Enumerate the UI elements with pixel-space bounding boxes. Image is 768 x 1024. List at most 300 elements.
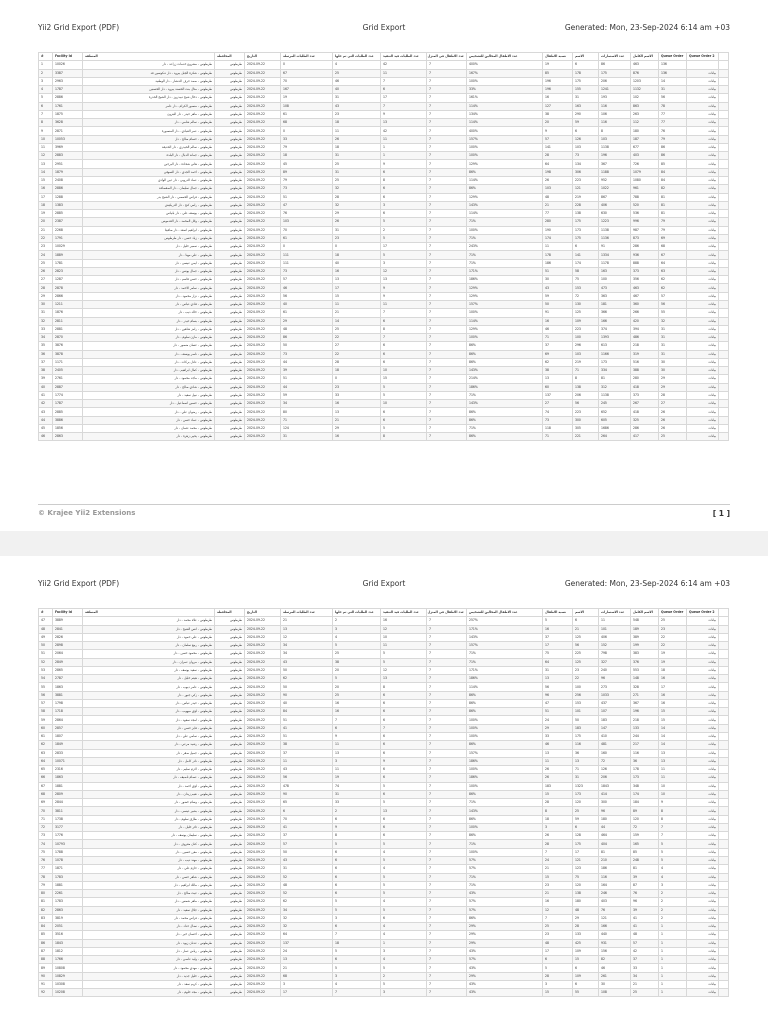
table-cell: 57 [281, 840, 333, 848]
table-cell: 6 [573, 127, 599, 135]
table-cell: 48 [39, 625, 53, 633]
table-cell: 25 [659, 617, 687, 625]
table-cell: 58 [39, 708, 53, 716]
table-cell: 180 [599, 815, 631, 823]
table-cell: 2024-09-22 [245, 317, 281, 325]
table-cell: 16 [333, 400, 381, 408]
table-row [39, 815, 729, 823]
table-cell: 5 [381, 650, 427, 658]
table-cell: 59 [281, 391, 333, 399]
table-cell: طرطوس [215, 243, 245, 251]
table-cell: 2024-09-22 [245, 865, 281, 873]
table-cell: طرطوس - محمود حسن - دار [83, 650, 215, 658]
table-cell: طرطوس - فراس محمد - دار [83, 914, 215, 922]
table-cell: 2024-09-22 [245, 947, 281, 955]
table-cell [719, 658, 729, 666]
table-cell: بيانات [687, 873, 719, 881]
table-row [39, 708, 729, 716]
table-cell: 36 [573, 749, 599, 757]
table-cell: طرطوس - ثائر خليل - دار [83, 823, 215, 831]
table-cell: 1 [659, 947, 687, 955]
table-row [39, 218, 729, 226]
table-cell: 80 [281, 408, 333, 416]
table-cell: 264 [599, 433, 631, 441]
table-cell: 108 [599, 989, 631, 997]
column-header: عدد الطلبات المرسلة [281, 53, 333, 61]
table-cell: 26 [543, 176, 573, 184]
table-cell: 6 [333, 724, 381, 732]
table-cell [719, 210, 729, 218]
table-cell: 18 [333, 939, 381, 947]
table-cell: 138 [573, 210, 599, 218]
table-cell: 114% [467, 102, 543, 110]
table-cell: بيانات [687, 964, 719, 972]
table-cell: 2024-09-22 [245, 956, 281, 964]
table-cell: 6 [381, 185, 427, 193]
table-cell [719, 699, 729, 707]
table-cell: طرطوس [215, 375, 245, 383]
table-row [39, 617, 729, 625]
table-cell: 62 [281, 675, 333, 683]
table-cell: 13 [281, 625, 333, 633]
table-cell: طرطوس [215, 848, 245, 856]
table-cell: 2024-09-22 [245, 408, 281, 416]
table-cell: طرطوس [215, 964, 245, 972]
table-cell: 100% [467, 724, 543, 732]
table-cell: 6 [381, 832, 427, 840]
table-cell: 46 [599, 964, 631, 972]
table-row [39, 906, 729, 914]
table-cell: طرطوس - طارق سلوم - دار [83, 815, 215, 823]
table-cell: 26 [333, 135, 381, 143]
table-cell [719, 865, 729, 873]
table-cell: 27 [543, 400, 573, 408]
table-cell: بيانات [687, 790, 719, 798]
table-cell: 62 [543, 358, 573, 366]
table-cell: 7 [427, 807, 467, 815]
table-cell: بيانات [687, 234, 719, 242]
table-cell: 420 [631, 317, 659, 325]
table-cell [719, 284, 729, 292]
table-cell: 2024-09-22 [245, 708, 281, 716]
table-cell: 7 [427, 127, 467, 135]
table-cell: 7 [427, 152, 467, 160]
column-header: # [39, 53, 53, 61]
table-cell: 11 [659, 774, 687, 782]
table-cell: 143% [467, 201, 543, 209]
table-cell: 1738 [53, 815, 83, 823]
table-cell: طرطوس - رشيد مرعي - دار [83, 741, 215, 749]
table-cell: 39 [281, 367, 333, 375]
table-cell: 13 [381, 119, 427, 127]
table-cell: 61 [281, 309, 333, 317]
page-number: [ 1 ] [712, 509, 730, 518]
table-row [39, 292, 729, 300]
table-cell: طرطوس - هيثم خليل - دار [83, 675, 215, 683]
table-cell: 171% [467, 267, 543, 275]
table-cell: 2408 [53, 176, 83, 184]
table-cell: طرطوس - ماجد محمود - دار [83, 375, 215, 383]
table-cell: 2024-09-22 [245, 176, 281, 184]
table-cell: 17 [659, 683, 687, 691]
table-cell: طرطوس [215, 292, 245, 300]
table-cell: 78 [659, 102, 687, 110]
table-cell: 16 [543, 94, 573, 102]
table-cell [719, 848, 729, 856]
table-cell: 256 [573, 691, 599, 699]
table-cell: بيانات [687, 666, 719, 674]
table-cell: 23 [333, 383, 381, 391]
table-cell: 280 [543, 218, 573, 226]
table-cell: 2024-09-22 [245, 799, 281, 807]
table-cell: بيانات [687, 226, 719, 234]
table-cell: 6 [381, 774, 427, 782]
table-cell: بيانات [687, 143, 719, 151]
table-cell: 11 [381, 69, 427, 77]
table-cell: 1881 [53, 782, 83, 790]
table-cell: طرطوس - عماد حسن - دار [83, 416, 215, 424]
table-cell: 7 [427, 749, 467, 757]
table-cell: 64 [281, 931, 333, 939]
table-cell: 6 [333, 815, 381, 823]
table-cell: طرطوس [215, 176, 245, 184]
table-cell: 1 [39, 61, 53, 69]
table-cell: 463 [631, 284, 659, 292]
table-cell: طرطوس [215, 865, 245, 873]
table-cell: 2024-09-22 [245, 782, 281, 790]
table-cell: بيانات [687, 724, 719, 732]
table-cell: 223 [573, 176, 599, 184]
table-cell: 2261 [53, 890, 83, 898]
table-cell: 76 [39, 856, 53, 864]
table-cell: 7 [427, 790, 467, 798]
table-cell: طرطوس [215, 914, 245, 922]
table-cell: 2024-09-22 [245, 881, 281, 889]
table-cell: 246 [599, 890, 631, 898]
pdf-page-2 [0, 556, 768, 1024]
table-cell: 75 [573, 276, 599, 284]
table-cell: 44 [281, 383, 333, 391]
table-cell: 5 [381, 980, 427, 988]
table-cell: 2024-09-22 [245, 210, 281, 218]
table-cell: 125 [573, 633, 599, 641]
table-cell: 76 [631, 890, 659, 898]
table-cell: 39 [39, 375, 53, 383]
table-cell: 41 [39, 391, 53, 399]
table-cell: طرطوس [215, 972, 245, 980]
column-header: نسبة الاطفال [543, 609, 573, 617]
table-cell: 156 [599, 947, 631, 955]
table-row [39, 675, 729, 683]
table-cell: طرطوس - سالم شامي - دار [83, 119, 215, 127]
table-cell: 11 [333, 127, 381, 135]
table-cell: 9 [381, 757, 427, 765]
table-cell: 20 [543, 119, 573, 127]
table-cell: 403 [631, 152, 659, 160]
table-cell: 186% [467, 675, 543, 683]
table-cell: 100 [573, 683, 599, 691]
table-cell: 48 [281, 325, 333, 333]
table-cell: 25 [659, 433, 687, 441]
table-cell: 2268 [53, 226, 83, 234]
table-cell: 2024-09-22 [245, 391, 281, 399]
table-cell [719, 160, 729, 168]
table-cell: 100% [467, 823, 543, 831]
table-cell: 4 [39, 86, 53, 94]
table-cell: 64 [39, 757, 53, 765]
table-cell: 3 [39, 77, 53, 85]
table-cell: 52 [281, 873, 333, 881]
table-cell: 2024-09-22 [245, 234, 281, 242]
table-cell [719, 766, 729, 774]
table-cell: 7 [427, 69, 467, 77]
table-cell: بيانات [687, 300, 719, 308]
table-cell: طرطوس [215, 433, 245, 441]
table-cell: بيانات [687, 642, 719, 650]
table-cell: طرطوس - رضوان علي - دار [83, 408, 215, 416]
table-cell: طرطوس - زياد حسن - دار طرطوس [83, 234, 215, 242]
table-cell: طرطوس [215, 650, 245, 658]
table-cell: 103 [573, 350, 599, 358]
table-cell: 3878 [53, 350, 83, 358]
table-cell: 1211 [53, 300, 83, 308]
table-cell: 27 [333, 342, 381, 350]
table-cell: 7 [427, 699, 467, 707]
table-cell: طرطوس - مازن سلوم - دار [83, 334, 215, 342]
table-cell: 30 [39, 300, 53, 308]
table-cell: طرطوس - ربيع سلمان - دار [83, 642, 215, 650]
table-header-row [39, 609, 729, 617]
table-cell: 7 [427, 683, 467, 691]
table-cell: 31 [333, 168, 381, 176]
table-cell: 1 [381, 939, 427, 947]
table-cell: طرطوس [215, 980, 245, 988]
table-cell: 40 [333, 259, 381, 267]
table-cell: 37 [281, 749, 333, 757]
table-cell: 12 [543, 906, 573, 914]
table-cell: 32 [281, 914, 333, 922]
table-cell: 6 [381, 766, 427, 774]
table-cell: طرطوس - علي حمود - دار [83, 633, 215, 641]
table-cell: 210 [599, 856, 631, 864]
table-cell: 68 [281, 119, 333, 127]
table-cell: طرطوس - سعيد يوسف - دار [83, 666, 215, 674]
table-cell: 75 [573, 873, 599, 881]
table-cell: 3886 [53, 416, 83, 424]
table-cell: 11 [659, 766, 687, 774]
table-cell: 6 [381, 691, 427, 699]
table-cell: 175 [573, 840, 599, 848]
table-cell: 138 [573, 890, 599, 898]
table-cell [719, 633, 729, 641]
table-cell: 56 [39, 691, 53, 699]
table-cell: 7 [427, 625, 467, 633]
table-cell: طرطوس - سمير خليل - دار [83, 243, 215, 251]
table-cell [719, 334, 729, 342]
table-cell: بيانات [687, 732, 719, 740]
table-cell: 2024-09-22 [245, 625, 281, 633]
table-cell: 54 [39, 675, 53, 683]
table-cell: 7 [39, 110, 53, 118]
table-cell: 8 [333, 832, 381, 840]
table-cell: 2 [659, 898, 687, 906]
table-cell: 17 [39, 193, 53, 201]
table-cell: 57% [467, 898, 543, 906]
table-cell: 18 [333, 367, 381, 375]
table-cell: 100 [599, 276, 631, 284]
table-cell: 71 [39, 815, 53, 823]
table-cell: 406 [599, 633, 631, 641]
table-row [39, 77, 729, 85]
table-cell: 2024-09-22 [245, 675, 281, 683]
table-cell: 2024-09-22 [245, 69, 281, 77]
table-cell: 5 [381, 964, 427, 972]
table-cell: 175 [573, 218, 599, 226]
table-cell: 7 [427, 234, 467, 242]
table-cell: 6 [381, 350, 427, 358]
table-cell: 34 [39, 334, 53, 342]
table-cell: طرطوس [215, 699, 245, 707]
table-cell: 2024-09-22 [245, 300, 281, 308]
table-cell: 86% [467, 168, 543, 176]
table-cell: بيانات [687, 201, 719, 209]
table-cell: طرطوس - سالم الحيدري - دار الحديقة [83, 143, 215, 151]
table-cell: 157% [467, 749, 543, 757]
table-cell: 83 [39, 914, 53, 922]
table-cell: طرطوس - فراس الحمصي - دار الشيخ بدر [83, 193, 215, 201]
table-cell: 86% [467, 790, 543, 798]
table-cell: بيانات [687, 633, 719, 641]
table-cell: 124 [281, 424, 333, 432]
table-cell [719, 650, 729, 658]
table-cell: 6 [381, 914, 427, 922]
table-cell: 10029 [53, 243, 83, 251]
table-cell [719, 110, 729, 118]
table-cell: 10308 [53, 980, 83, 988]
table-cell: 7 [427, 642, 467, 650]
table-cell [719, 193, 729, 201]
table-cell: 328 [631, 683, 659, 691]
table-cell: 2024-09-22 [245, 218, 281, 226]
table-cell: طرطوس [215, 416, 245, 424]
table-cell: بيانات [687, 832, 719, 840]
table-cell: 48 [543, 193, 573, 201]
table-cell: طرطوس [215, 931, 245, 939]
table-cell: 56 [573, 642, 599, 650]
table-row [39, 259, 729, 267]
table-cell: 3177 [53, 823, 83, 831]
table-cell: طرطوس [215, 94, 245, 102]
table-row [39, 749, 729, 757]
table-cell: 120 [573, 881, 599, 889]
table-cell: طرطوس [215, 408, 245, 416]
table-cell: 286 [631, 243, 659, 251]
table-cell: 136 [659, 69, 687, 77]
table-cell: 1323 [573, 782, 599, 790]
table-cell: 1 [381, 143, 427, 151]
table-cell: طرطوس - علي مهنا - دار [83, 251, 215, 259]
table-cell: 29 [543, 724, 573, 732]
table-cell: 244 [631, 732, 659, 740]
table-cell: 11 [333, 741, 381, 749]
table-cell: 43 [281, 658, 333, 666]
table-cell: 7 [427, 367, 467, 375]
table-cell: 8 [381, 433, 427, 441]
table-cell: 111 [281, 259, 333, 267]
table-cell: 24 [543, 856, 573, 864]
table-row [39, 807, 729, 815]
table-cell: طرطوس - جمال يونس - دار [83, 267, 215, 275]
table-cell: 22 [333, 334, 381, 342]
table-cell: 7 [427, 201, 467, 209]
table-cell: 2024-09-22 [245, 906, 281, 914]
table-row [39, 69, 729, 77]
table-cell: 7 [427, 259, 467, 267]
table-cell: طرطوس [215, 708, 245, 716]
table-cell: 7 [427, 856, 467, 864]
table-cell: 163 [573, 102, 599, 110]
table-cell: 86% [467, 433, 543, 441]
table-cell: بيانات [687, 923, 719, 931]
table-cell: 7 [427, 832, 467, 840]
table-row [39, 666, 729, 674]
table-cell: 2316 [53, 766, 83, 774]
table-cell [719, 317, 729, 325]
table-cell: 51 [281, 375, 333, 383]
table-cell: طرطوس - محمد عثمان - دار [83, 424, 215, 432]
table-cell: 85 [543, 69, 573, 77]
table-row [39, 334, 729, 342]
table-cell: 10829 [53, 972, 83, 980]
table-cell: 86% [467, 832, 543, 840]
table-cell: طرطوس - رياض عمار - دار [83, 947, 215, 955]
table-cell: 152 [599, 642, 631, 650]
table-cell: 652 [599, 408, 631, 416]
table-cell: 186 [599, 865, 631, 873]
table-cell: 29 [39, 292, 53, 300]
table-cell: 6 [573, 243, 599, 251]
table-cell: طرطوس - مروان عمران - دار [83, 658, 215, 666]
table-cell: 26 [333, 218, 381, 226]
table-cell: 45 [281, 160, 333, 168]
table-cell: 2887 [53, 383, 83, 391]
table-cell: 190 [543, 226, 573, 234]
table-cell [719, 716, 729, 724]
table-cell: 13 [333, 408, 381, 416]
table-cell: 81 [659, 201, 687, 209]
table-cell: 5 [333, 642, 381, 650]
table-cell: 174 [543, 234, 573, 242]
table-cell: 996 [631, 218, 659, 226]
table-cell: 14 [659, 741, 687, 749]
table-cell: 71 [543, 334, 573, 342]
column-header: Queue Order [659, 53, 687, 61]
table-cell: 85 [39, 931, 53, 939]
table-cell: 5 [381, 251, 427, 259]
table-cell: 79 [39, 881, 53, 889]
table-cell: 553 [631, 666, 659, 674]
table-cell: 186 [543, 259, 573, 267]
table-cell: 73 [543, 416, 573, 424]
table-cell: 7 [427, 110, 467, 118]
table-cell: 23 [39, 243, 53, 251]
table-cell: 360 [631, 300, 659, 308]
table-cell: بيانات [687, 716, 719, 724]
table-cell: 86% [467, 358, 543, 366]
table-cell: 7 [427, 799, 467, 807]
table-cell: 936 [631, 251, 659, 259]
table-cell: 47 [39, 617, 53, 625]
